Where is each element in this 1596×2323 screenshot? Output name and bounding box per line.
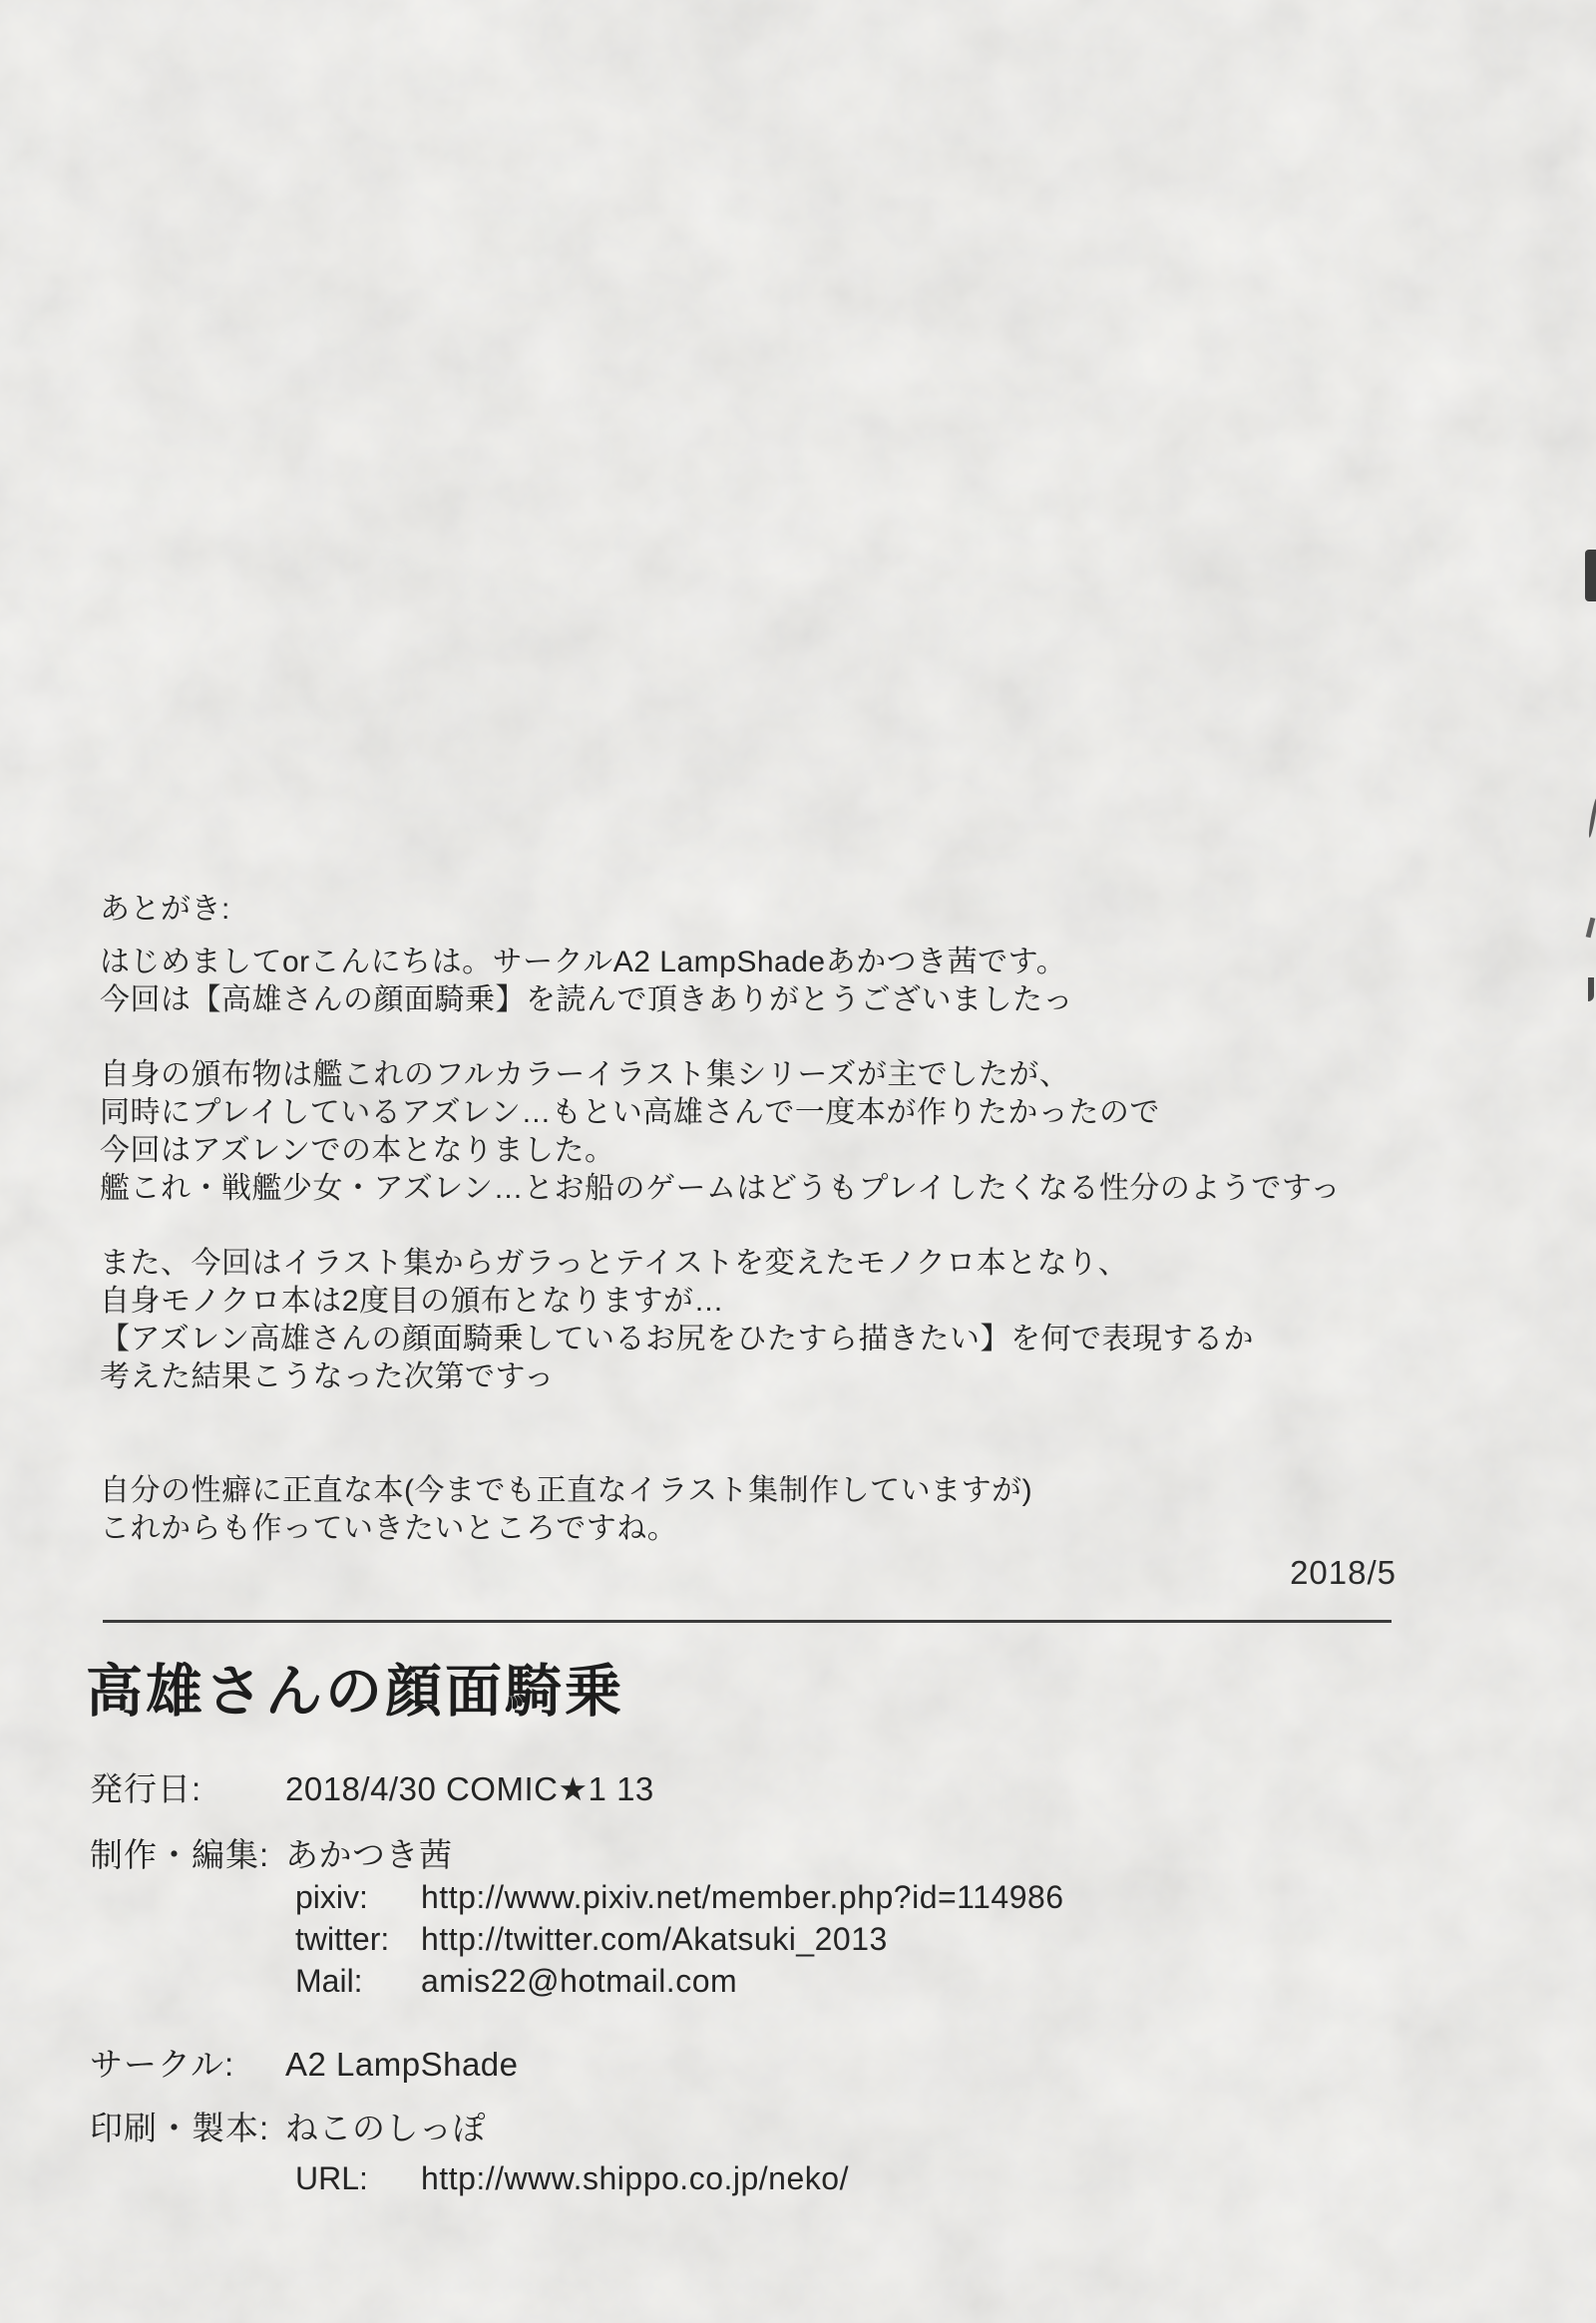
- colophon-label: URL:: [295, 2160, 368, 2196]
- afterword-paragraph: [100, 1245, 1496, 1396]
- colophon-row-pixiv: [295, 1879, 1064, 1916]
- afterword-line: 考えた結果こうなった次第ですっ: [100, 1360, 555, 1393]
- scan-edge-artifact: [1586, 918, 1596, 939]
- divider-rule: [103, 1620, 1392, 1623]
- colophon-value: あかつき茜: [285, 1836, 453, 1873]
- colophon-row-editor: [90, 1829, 453, 1876]
- colophon-row-mail: [295, 1963, 737, 2000]
- colophon-row-printer: [90, 2103, 486, 2149]
- colophon-row-twitter: [295, 1921, 888, 1958]
- afterword-block: [100, 891, 1496, 1585]
- afterword-paragraph: [100, 1472, 1496, 1548]
- colophon-label: pixiv:: [295, 1879, 368, 1915]
- scan-edge-artifact: [1585, 550, 1596, 601]
- afterword-line: 自分の性癖に正直な本(今までも正直なイラスト集制作していますが): [100, 1474, 1033, 1507]
- afterword-line: はじめましてorこんにちは。サークルA2 LampShadeあかつき茜です。: [100, 946, 1067, 978]
- colophon-value: A2 LampShade: [285, 2046, 519, 2083]
- afterword-line: これからも作っていきたいところですね。: [100, 1512, 678, 1545]
- colophon-label: 印刷・製本:: [90, 2110, 270, 2146]
- colophon-row-circle: [90, 2039, 519, 2086]
- colophon-label: サークル:: [90, 2046, 235, 2083]
- colophon-row-printer-url: [295, 2160, 849, 2197]
- afterword-line: 今回は【高雄さんの顔面騎乗】を読んで頂きありがとうございましたっ: [100, 983, 1073, 1016]
- afterword-paragraph: [100, 944, 1496, 1019]
- colophon-row-publish-date: [90, 1763, 654, 1810]
- afterword-line: また、今回はイラスト集からガラっとテイストを変えたモノクロ本となり、: [100, 1247, 1129, 1280]
- colophon-label: Mail:: [295, 1963, 363, 1999]
- scan-edge-artifact: [1588, 977, 1594, 1001]
- scan-edge-artifact: [1588, 798, 1596, 838]
- afterword-line: 自身の頒布物は艦これのフルカラーイラスト集シリーズが主でしたが、: [100, 1058, 1070, 1091]
- afterword-line: 【アズレン高雄さんの顔面騎乗しているお尻をひたすら描きたい】を何で表現するか: [100, 1323, 1255, 1355]
- afterword-line: 艦これ・戦艦少女・アズレン…とお船のゲームはどうもプレイしたくなる性分のようですっ: [100, 1172, 1342, 1205]
- pixiv-url-text: http://www.pixiv.net/member.php?id=114986: [421, 1879, 1064, 1915]
- afterword-line: 同時にプレイしているアズレン…もとい高雄さんで一度本が作りたかったので: [100, 1096, 1160, 1129]
- afterword-paragraph: [100, 1056, 1496, 1208]
- afterword-line: 自身モノクロ本は2度目の頒布となりますが…: [100, 1285, 724, 1318]
- twitter-url-text: http://twitter.com/Akatsuki_2013: [421, 1921, 888, 1957]
- colophon-label: 制作・編集:: [90, 1836, 270, 1873]
- afterword-line: 今回はアズレンでの本となりました。: [100, 1134, 615, 1167]
- date-note: 2018/5: [1290, 1554, 1396, 1591]
- colophon-label: 発行日:: [90, 1770, 202, 1807]
- colophon-value: ねこのしっぽ: [285, 2110, 486, 2146]
- colophon-value: 2018/4/30 COMIC★1 13: [285, 1770, 654, 1807]
- colophon-label: twitter:: [295, 1921, 390, 1957]
- mail-address-text: amis22@hotmail.com: [421, 1963, 738, 1999]
- book-title: 高雄さんの顔面騎乗: [86, 1660, 624, 1724]
- printer-url-text: http://www.shippo.co.jp/neko/: [421, 2160, 849, 2196]
- afterword-heading: あとがき:: [100, 893, 230, 926]
